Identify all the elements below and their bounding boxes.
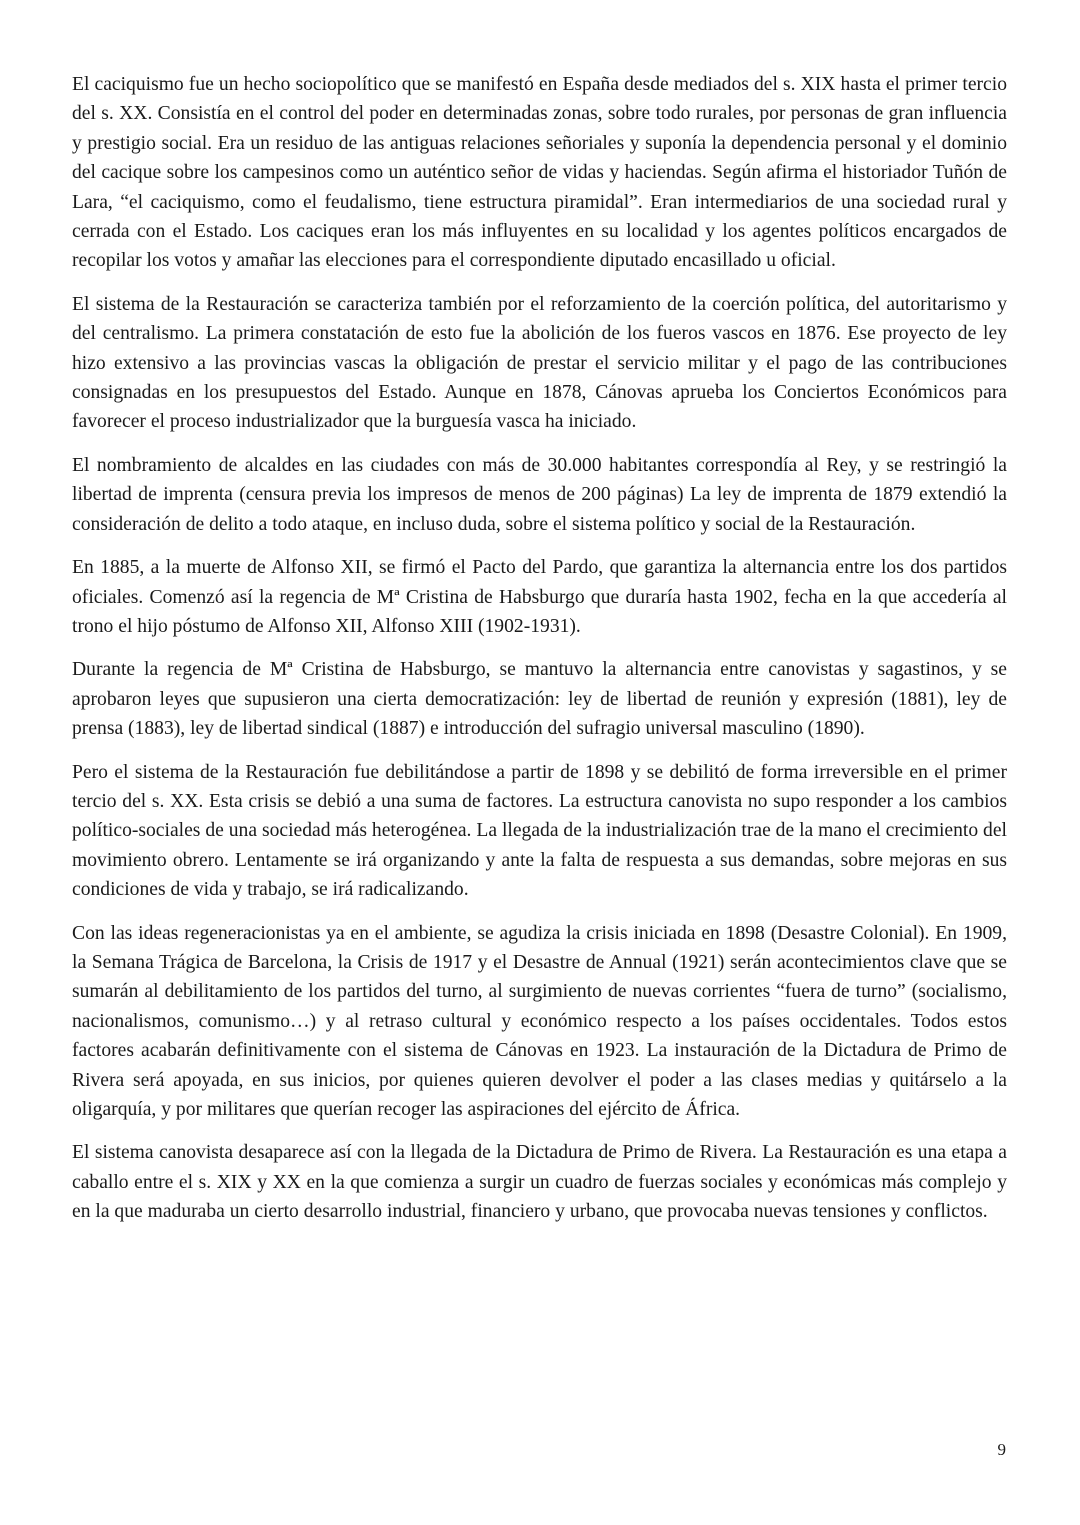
body-text [72,70,1007,1241]
paragraph-regencia: Durante la regencia de Mª Cristina de Habsburgo, se mantuvo la alternancia entre canovistas y sagastinos, y se aprobaron leyes que supusieron una cierta democratización: ley de libertad de reunión y expresión (1881), ley de prensa (1883), ley de libertad sindical (1887) e introducción del sufragio universal masculino (1890). [72,659,1007,740]
paragraph-pacto-del-pardo: En 1885, a la muerte de Alfonso XII, se firmó el Pacto del Pardo, que garantiza la alternancia entre los dos partidos oficiales. Comenzó así la regencia de Mª Cristina de Habsburgo que duraría hasta 1902, fecha en la que accedería al trono el hijo póstumo de Alfonso XII, Alfonso XIII (1902-1931). [72,557,1007,637]
paragraph-crisis-sistema: Pero el sistema de la Restauración fue debilitándose a partir de 1898 y se debilitó de forma irreversible en el primer tercio del s. XX. Esta crisis se debió a una suma de factores. La estructura canovista no supo responder a los cambios político-sociales de una sociedad más heterogénea. La llegada de la industrialización trae de la mano el crecimiento del movimiento obrero. Lentamente se irá organizando y ante la falta de respuesta a sus demandas, sobre mejoras en sus condiciones de vida y trabajo, se irá radicalizando. [72,761,1007,901]
paragraph-regeneracionismo: Con las ideas regeneracionistas ya en el ambiente, se agudiza la crisis iniciada en 1898 (Desastre Colonial). En 1909, la Semana Trágica de Barcelona, la Crisis de 1917 y el Desastre de Annual (1921) serán acontecimientos clave que se sumarán al debilitamiento de los partidos del turno, al surgimiento de nuevas corrientes “fuera de turno” (socialismo, nacionalismos, comunismo…) y al retraso cultural y económico respecto a los países occidentales. Todos estos factores acabarán definitivamente con el sistema de Cánovas en 1923. La instauración de la Dictadura de Primo de Rivera será apoyada, en sus inicios, por quienes quieren devolver el poder a las clases medias y quitárselo a la oligarquía, y por militares que querían recoger las aspiraciones del ejército de África. [72,922,1007,1120]
paragraph-alcaldes-imprenta: El nombramiento de alcaldes en las ciudades con más de 30.000 habitantes correspondía al Rey, y se restringió la libertad de imprenta (censura previa los impresos de menos de 200 páginas) La ley de imprenta de 1879 extendió la consideración de delito a todo ataque, en incluso duda, sobre el sistema político y social de la Restauración. [72,454,1007,535]
paragraph-caciquismo: El caciquismo fue un hecho sociopolítico que se manifestó en España desde mediados del s. XIX hasta el primer tercio del s. XX. Consistía en el control del poder en determinadas zonas, sobre todo rurales, por personas de gran influencia y prestigio social. Era un residuo de las antiguas relaciones señoriales y suponía la dependencia personal y el dominio del cacique sobre los campesinos como un auténtico señor de vidas y haciendas. Según afirma el historiador Tuñón de Lara, “el caciquismo, como el feudalismo, tiene estructura piramidal”. Eran intermediarios de una sociedad rural y cerrada con el Estado. Los caciques eran los más influyentes en su localidad y los agentes políticos encargados de recopilar los votos y amañar las elecciones para el correspondiente diputado encasillado u oficial. [72,74,1007,272]
paragraph-coercion-politica: El sistema de la Restauración se caracteriza también por el reforzamiento de la coerción política, del autoritarismo y del centralismo. La primera constatación de esto fue la abolición de los fueros vascos en 1876. Ese proyecto de ley hizo extensivo a las provincias vascas la obligación de prestar el servicio militar y el pago de las contribuciones consignadas en los presupuestos del Estado. Aunque en 1878, Cánovas aprueba los Conciertos Económicos para favorecer el proceso industrializador que la burguesía vasca ha iniciado. [72,293,1007,433]
paragraph-conclusion: El sistema canovista desaparece así con la llegada de la Dictadura de Primo de Rivera. La Restauración es una etapa a caballo entre el s. XIX y XX en la que comienza a surgir un cuadro de fuerzas sociales y económicas más complejo y en la que maduraba un cierto desarrollo industrial, financiero y urbano, que provocaba nuevas tensiones y conflictos. [72,1142,1007,1223]
page-number: 9 [997,1440,1006,1459]
